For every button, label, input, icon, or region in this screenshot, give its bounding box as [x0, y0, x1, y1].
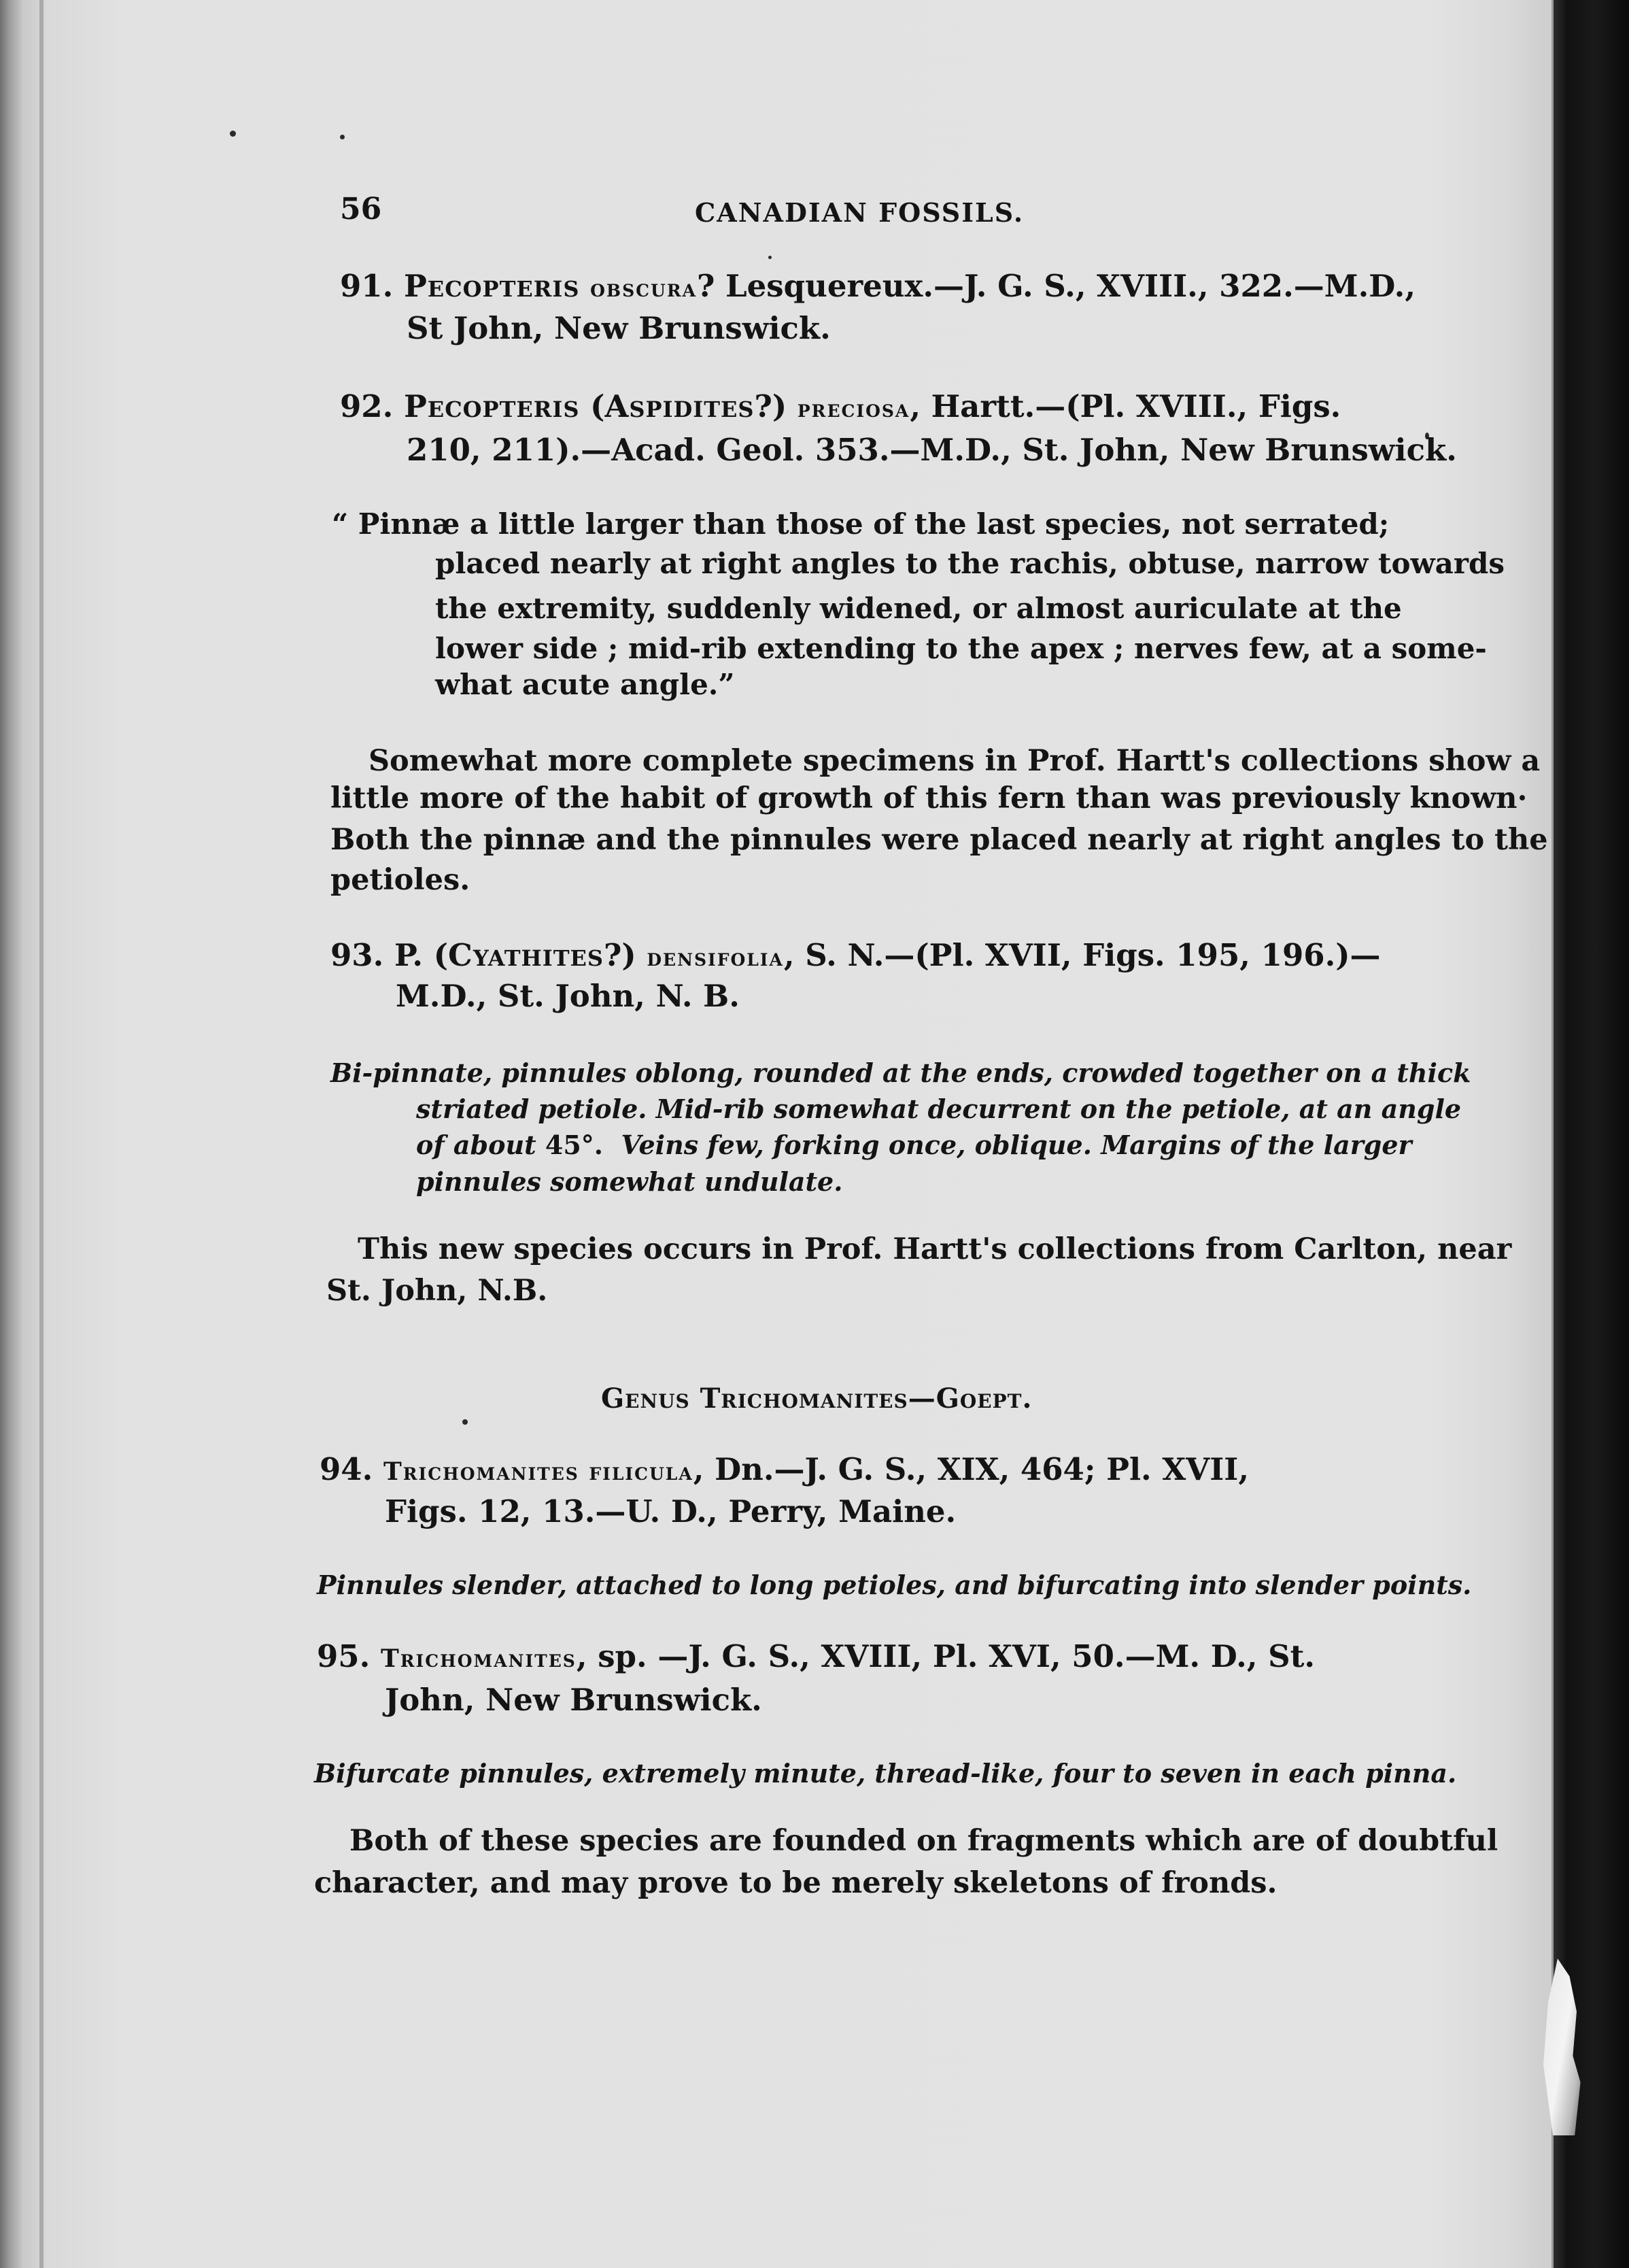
- citation: , Dn.—J. G. S., XIX, 464; Pl. XVII,: [693, 1451, 1249, 1487]
- note-line: petioles.: [330, 863, 470, 897]
- entry-91-line1: [340, 265, 1416, 309]
- note-line: Somewhat more complete specimens in Prof. Hartt's collections show a: [368, 744, 1541, 778]
- description-fragment: Veins few, forking once, oblique. Margins of the larger: [621, 1130, 1412, 1160]
- citation: ? Lesquereux.—J. G. S., XVIII., 322.—M.D.,: [697, 268, 1416, 304]
- entry-number: 95.: [317, 1638, 371, 1674]
- genus-heading: Genus Trichomanites—Goept.: [601, 1383, 1033, 1415]
- entry-number: 92.: [340, 388, 394, 424]
- description-line: striated petiole. Mid-rib somewhat decurrent on the petiole, at an angle: [416, 1094, 1462, 1124]
- quote-line: “ Pinnæ a little larger than those of the last species, not serrated;: [332, 507, 1390, 541]
- entry-92-line1: 92. Pecopteris (Aspidites?) preciosa, Hartt.—(Pl. XVIII., Figs.: [340, 388, 1341, 424]
- scan-speck: [230, 131, 236, 137]
- species-name: densifolia: [647, 943, 784, 972]
- running-title: CANADIAN FOSSILS.: [695, 197, 1025, 228]
- species-name: Trichomanites filicula: [383, 1457, 693, 1486]
- entry-95-line1: [317, 1636, 1315, 1680]
- entry-95-line2: John, New Brunswick.: [385, 1682, 762, 1718]
- description-line: pinnules somewhat undulate.: [416, 1166, 843, 1197]
- species-name: obscura: [590, 274, 697, 303]
- entry-95-description: Bifurcate pinnules, extremely minute, thread-like, four to seven in each pinna.: [314, 1758, 1457, 1789]
- genus-name: Pecopteris: [403, 268, 580, 304]
- subgenus-name: Aspidites: [604, 388, 755, 424]
- genus-name: Trichomanites: [380, 1644, 577, 1673]
- page-number: 56: [340, 192, 382, 226]
- angle-value: 45°.: [545, 1130, 603, 1160]
- scan-speck: [340, 135, 345, 139]
- description-fragment: of about: [416, 1130, 536, 1160]
- quote-line: the extremity, suddenly widened, or almost auriculate at the: [435, 592, 1402, 625]
- quote-line: placed nearly at right angles to the rachis, obtuse, narrow towards: [435, 547, 1505, 580]
- species-name: preciosa: [797, 394, 910, 423]
- scan-speck: [768, 256, 772, 259]
- genus-name: Pecopteris: [403, 388, 580, 424]
- note-line: This new species occurs in Prof. Hartt's collections from Carlton, near: [358, 1232, 1512, 1266]
- note-line: character, and may prove to be merely skeletons of fronds.: [314, 1866, 1278, 1900]
- entry-number: 91.: [340, 268, 394, 304]
- quote-line: lower side ; mid-rib extending to the apex ; nerves few, at a some-: [435, 632, 1487, 665]
- entry-94-description: Pinnules slender, attached to long petioles, and bifurcating into slender points.: [317, 1570, 1472, 1600]
- note-line: Both of these species are founded on fragments which are of doubtful: [349, 1824, 1498, 1858]
- entry-93-line2: M.D., St. John, N. B.: [396, 978, 740, 1014]
- scanner-dark-margin: [1554, 0, 1629, 2268]
- entry-91-line2: St John, New Brunswick.: [407, 310, 831, 346]
- binding-shadow: [39, 0, 44, 2268]
- quote-line: what acute angle.”: [435, 668, 735, 701]
- genus-name: P.: [394, 937, 424, 973]
- citation: , S. N.—(Pl. XVII, Figs. 195, 196.)—: [783, 937, 1381, 973]
- entry-number: 93.: [330, 937, 384, 973]
- subgenus-name: Cyathites: [448, 937, 604, 973]
- note-line: St. John, N.B.: [326, 1274, 548, 1308]
- citation: , sp. —J. G. S., XVIII, Pl. XVI, 50.—M. D., St.: [576, 1638, 1316, 1674]
- entry-94-line2: Figs. 12, 13.—U. D., Perry, Maine.: [385, 1493, 957, 1529]
- entry-92-line2: 210, 211).—Acad. Geol. 353.—M.D., St. John, New Brunswick.: [407, 432, 1457, 468]
- note-line: little more of the habit of growth of this fern than was previously known·: [330, 781, 1528, 815]
- citation: , Hartt.—(Pl. XVIII., Figs.: [910, 388, 1341, 424]
- description-line: [416, 1126, 1412, 1164]
- entry-94-line1: [320, 1449, 1249, 1493]
- note-line: Both the pinnæ and the pinnules were placed nearly at right angles to the: [330, 823, 1548, 857]
- scan-speck: [462, 1419, 468, 1425]
- entry-number: 94.: [320, 1451, 373, 1487]
- description-line: Bi-pinnate, pinnules oblong, rounded at the ends, crowded together on a thick: [330, 1057, 1471, 1088]
- entry-93-line1: 93. P. (Cyathites?) densifolia, S. N.—(Pl. XVII, Figs. 195, 196.)—: [330, 937, 1381, 973]
